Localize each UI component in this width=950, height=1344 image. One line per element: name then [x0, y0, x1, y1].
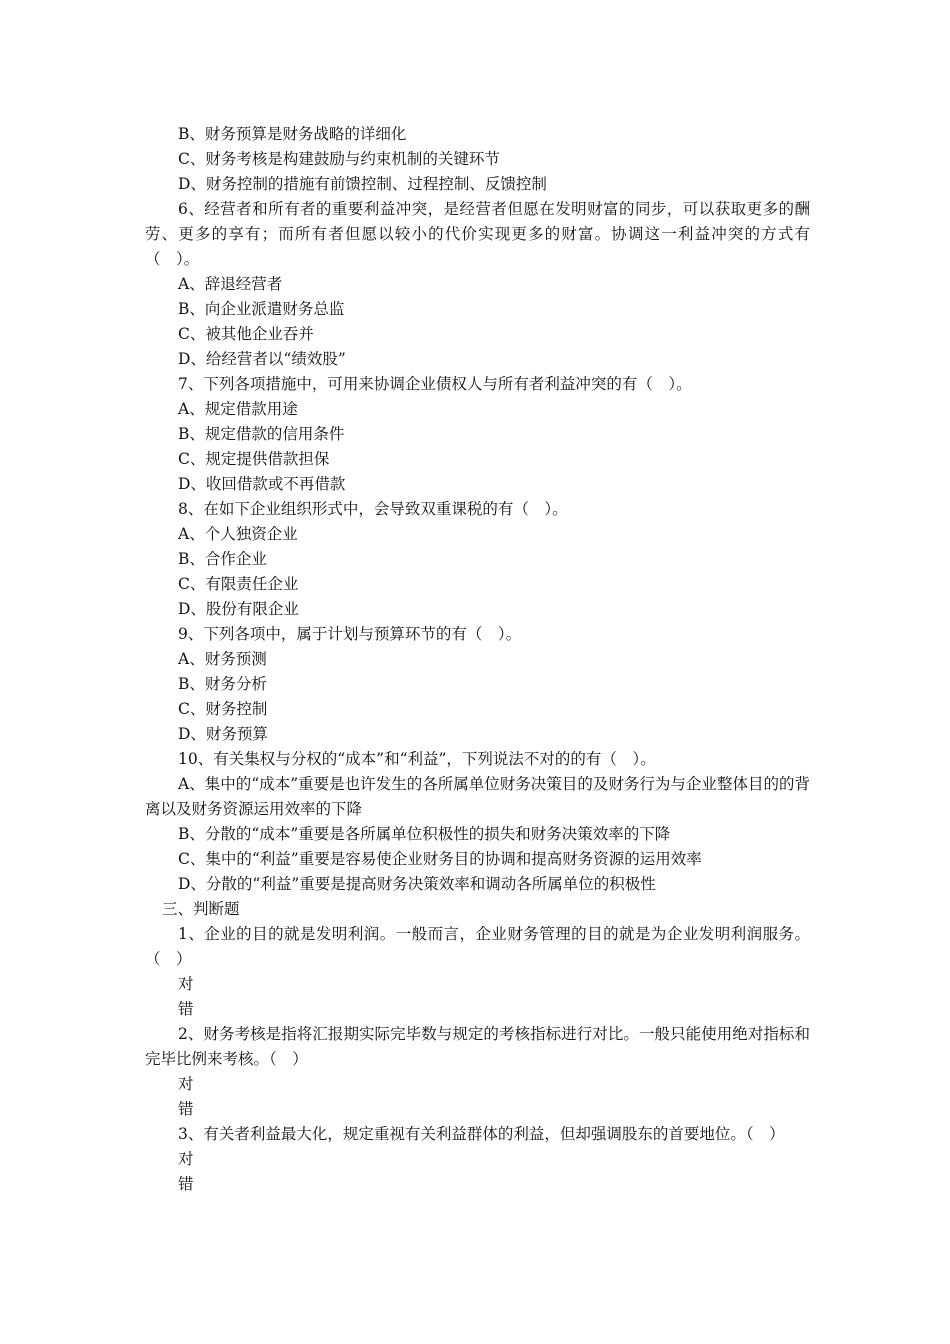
text-line: B、分散的“成本”重要是各所属单位积极性的损失和财务决策效率的下降: [178, 825, 671, 843]
text-line: 错: [178, 1100, 194, 1118]
text-line: 对: [178, 1150, 194, 1168]
text-line: 对: [178, 975, 194, 993]
text-line: 10、有关集权与分权的“成本”和“利益”，下列说法不对的的有（ ）。: [178, 750, 656, 768]
text-line: D、给经营者以“绩效股”: [178, 350, 346, 368]
text-line: D、分散的“利益”重要是提高财务决策效率和调动各所属单位的积极性: [178, 875, 656, 893]
text-line: C、集中的“利益”重要是容易使企业财务目的协调和提高财务资源的运用效率: [178, 850, 702, 868]
text-line: C、财务考核是构建鼓励与约束机制的关键环节: [178, 150, 500, 168]
text-line: B、财务预算是财务战略的详细化: [178, 125, 407, 143]
text-line: C、规定提供借款担保: [178, 450, 330, 468]
text-line: 9、下列各项中，属于计划与预算环节的有（ ）。: [178, 625, 522, 643]
text-line: D、股份有限企业: [178, 600, 299, 618]
text-line: A、辞退经营者: [178, 275, 283, 293]
section-heading: 三、判断题: [162, 900, 240, 918]
document-body: [145, 122, 810, 1197]
question-paragraph: 1、企业的目的就是发明利润。一般而言，企业财务管理的目的就是为企业发明利润服务。（ ）: [145, 925, 810, 968]
text-line: 错: [178, 1175, 194, 1193]
text-line: A、财务预测: [178, 650, 267, 668]
text-line: 错: [178, 1000, 194, 1018]
text-line: D、财务预算: [178, 725, 268, 743]
text-line: D、收回借款或不再借款: [178, 475, 346, 493]
question-paragraph: 6、经营者和所有者的重要利益冲突，是经营者但愿在发明财富的同步，可以获取更多的酬劳、更多的享有；而所有者但愿以较小的代价实现更多的财富。协调这一利益冲突的方式有（ ）。: [145, 200, 810, 268]
question-paragraph: 3、有关者利益最大化，规定重视有关利益群体的利益，但却强调股东的首要地位。（ ）: [178, 1125, 785, 1143]
text-line: 8、在如下企业组织形式中，会导致双重课税的有（ ）。: [178, 500, 568, 518]
text-line: C、被其他企业吞并: [178, 325, 314, 343]
text-line: B、合作企业: [178, 550, 267, 568]
text-line: B、向企业派遣财务总监: [178, 300, 345, 318]
text-line: B、规定借款的信用条件: [178, 425, 345, 443]
text-line: C、有限责任企业: [178, 575, 299, 593]
text-line: A、规定借款用途: [178, 400, 298, 418]
text-line: D、财务控制的措施有前馈控制、过程控制、反馈控制: [178, 175, 547, 193]
text-line: A、个人独资企业: [178, 525, 298, 543]
question-paragraph: 2、财务考核是指将汇报期实际完毕数与规定的考核指标进行对比。一般只能使用绝对指标和完毕比例来考核。（ ）: [145, 1025, 810, 1068]
text-line: C、财务控制: [178, 700, 268, 718]
text-line: 7、下列各项措施中，可用来协调企业债权人与所有者利益冲突的有（ ）。: [178, 375, 692, 393]
text-line: B、财务分析: [178, 675, 267, 693]
text-line: 对: [178, 1075, 194, 1093]
question-paragraph: A、集中的“成本”重要是也许发生的各所属单位财务决策目的及财务行为与企业整体目的的背离以及财务资源运用效率的下降: [145, 775, 810, 818]
